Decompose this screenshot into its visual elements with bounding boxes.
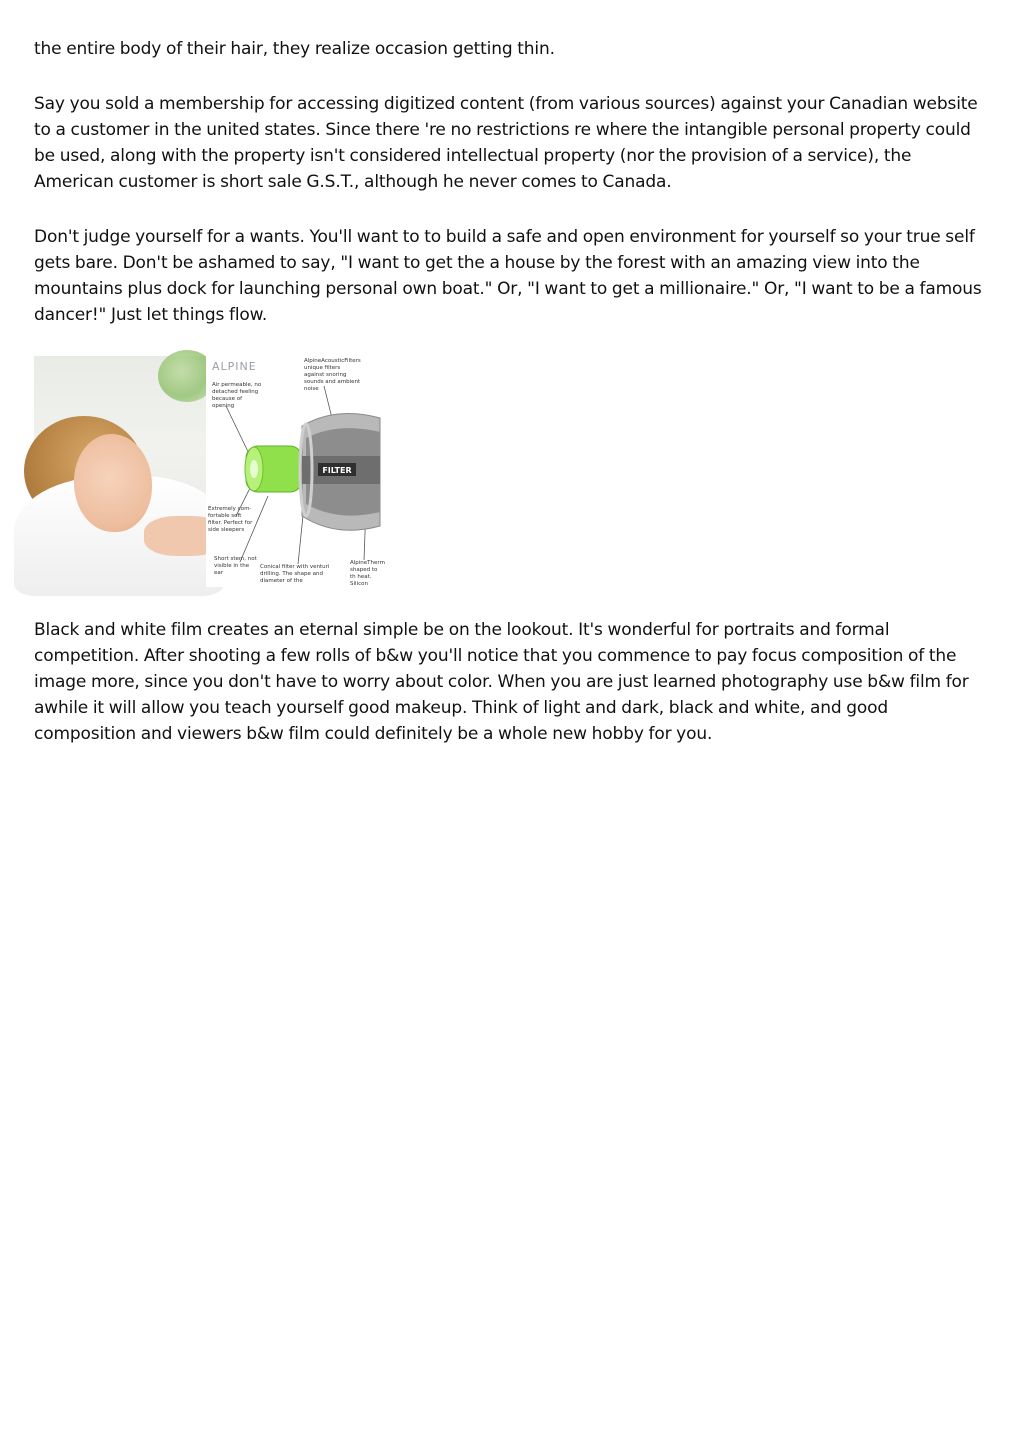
callout-acoustic-filters: AlpineAcousticFilters unique filters against snoring sounds and ambient noise [304, 358, 361, 392]
paragraph-2: Say you sold a membership for accessing digitized content (from various sources) against your Canadian website to a customer in the united states. Since there 're no restrictions re where the intangible personal property could be used, along with the property isn't considered intellectual property (nor the provision of a service), the American customer is short sale G.S.T., although he never comes to Canada. [34, 94, 978, 192]
filter-label-text: FILTER [322, 466, 352, 475]
paragraph-4: Black and white film creates an eternal simple be on the lookout. It's wonderful for portraits and formal competition. After shooting a few rolls of b&w you'll notice that you commence to pay focus composition of the image more, since you don't have to worry about color. When you are just learned photography use b&w film for awhile it will allow you teach yourself good makeup. Think of light and dark, black and white, and good composition and viewers b&w film could definitely be a whole new hobby for you. [34, 620, 969, 744]
paragraph-1: the entire body of their hair, they realize occasion getting thin. [34, 39, 555, 59]
callout-alpinetherm: AlpineTherm shaped to th heat. Silicon [350, 560, 385, 587]
paragraph-3: Don't judge yourself for a wants. You'll want to to build a safe and open environment for yourself so your true self gets bare. Don't be ashamed to say, "I want to get the a house by the forest with an amazing view into the mountains plus dock for launching personal own boat." Or, "I want to get a millionaire." Or, "I want to be a famous dancer!" Just let things flow. [34, 227, 982, 325]
callout-air-permeable: Air permeable, no detached feeling because of opening [212, 382, 262, 409]
document-page [34, 36, 994, 747]
earplug-diagram [206, 356, 385, 587]
earplug-product-image [34, 356, 385, 587]
callout-short-stem: Short stem, not visible in the ear [214, 556, 257, 576]
brand-logo: ALPINE [212, 360, 257, 373]
sleeping-woman-photo [34, 356, 206, 587]
leader-line-stem [240, 496, 268, 562]
callout-soft-filter: Extremely com-fortable soft filter. Perfect for side sleepers [208, 506, 253, 533]
green-filter-opening [250, 460, 258, 478]
callout-conical-filter: Conical filter with venturi drilling. The shape and diameter of the [260, 564, 330, 584]
face-shape [74, 434, 152, 532]
earplug-illustration [206, 356, 385, 587]
